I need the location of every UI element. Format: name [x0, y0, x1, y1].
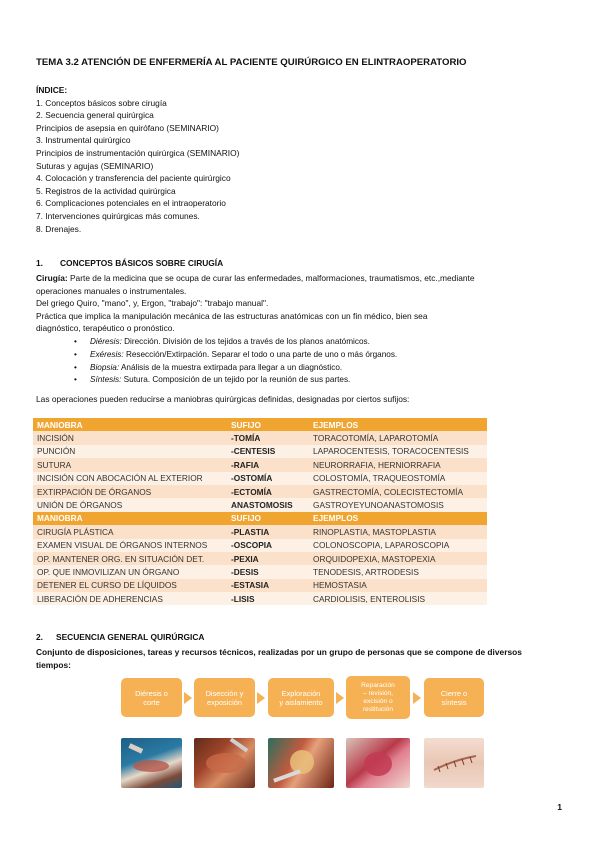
paragraph-text: tiempos:: [36, 660, 71, 670]
bullet-term: Biopsia:: [90, 362, 120, 372]
cell-maniobra: OP. MANTENER ORG. EN SITUACIÓN DET.: [33, 552, 227, 565]
page-number: 1: [557, 802, 562, 812]
column-header: MANIOBRA: [33, 418, 227, 431]
index-item: 6. Complicaciones potenciales en el intraoperatorio: [36, 198, 226, 209]
cell-ejemplos: TENODESIS, ARTRODESIS: [309, 565, 487, 578]
cell-ejemplos: GASTROYEYUNOANASTOMOSIS: [309, 498, 487, 511]
table-row: [33, 565, 487, 578]
cell-sufijo: -OSTOMÍA: [227, 472, 309, 485]
column-header: MANIOBRA: [33, 512, 227, 525]
flow-text: restitución: [362, 705, 394, 713]
flow-text: corte: [143, 697, 160, 707]
photo-incision-art: [121, 738, 182, 788]
paragraph-text: diagnóstico, terapéutico o pronóstico.: [36, 323, 175, 334]
cell-sufijo: ANASTOMOSIS: [227, 498, 309, 511]
cell-sufijo: -RAFIA: [227, 458, 309, 471]
cell-maniobra: OP. QUE INMOVILIZAN UN ÓRGANO: [33, 565, 227, 578]
table-row: [33, 525, 487, 538]
cell-sufijo: -CENTESIS: [227, 445, 309, 458]
cell-ejemplos: HEMOSTASIA: [309, 579, 487, 592]
paragraph-text: Parte de la medicina que se ocupa de curar las enfermedades, malformaciones, traumatismos, etc.,mediante: [67, 273, 475, 283]
section2-heading: SECUENCIA GENERAL QUIRÚRGICA: [56, 632, 205, 642]
list-item: [74, 374, 397, 387]
index-heading: ÍNDICE:: [36, 85, 68, 95]
index-block: [36, 84, 239, 235]
suffix-table: [33, 418, 487, 605]
cell-ejemplos: RINOPLASTIA, MASTOPLASTIA: [309, 525, 487, 538]
section2-number: 2.: [36, 632, 43, 642]
flow-text: – revisión,: [362, 689, 394, 697]
flow-text: síntesis: [441, 697, 467, 707]
bullet-term: Exéresis:: [90, 349, 124, 359]
paragraph-text: Práctica que implica la manipulación mecánica de las estructuras anatómicas con un fin médico, bien sea: [36, 310, 428, 321]
cell-sufijo: -PLASTIA: [227, 525, 309, 538]
table-row: [33, 579, 487, 592]
arrow-right-icon: [257, 692, 265, 704]
photo-incision: [121, 738, 182, 788]
cell-maniobra: PUNCIÓN: [33, 445, 227, 458]
cell-sufijo: -OSCOPIA: [227, 539, 309, 552]
flow-text: Reparación: [361, 681, 395, 689]
cell-maniobra: UNIÓN DE ÓRGANOS: [33, 498, 227, 511]
paragraph-text: Las operaciones pueden reducirse a maniobras quirúrgicas definidas, designadas por ciertos sufijos:: [36, 394, 410, 404]
term-cirugia: Cirugía:: [36, 273, 68, 283]
index-item: 7. Intervenciones quirúrgicas más comunes.: [36, 210, 200, 221]
paragraph-text: Del griego Quiro, "mano", y, Ergon, "trabajo": "trabajo manual".: [36, 298, 269, 309]
index-item: Principios de instrumentación quirúrgica (SEMINARIO): [36, 147, 240, 158]
document-title: TEMA 3.2 ATENCIÓN DE ENFERMERÍA AL PACIENTE QUIRÚRGICO EN ELINTRAOPERATORIO: [36, 57, 467, 68]
flow-step-diseccion: [194, 678, 255, 717]
list-item: [74, 336, 397, 349]
table-row: [33, 539, 487, 552]
section1-body: [36, 272, 566, 335]
section1-heading: CONCEPTOS BÁSICOS SOBRE CIRUGÍA: [60, 258, 224, 268]
cell-ejemplos: ORQUIDOPEXIA, MASTOPEXIA: [309, 552, 487, 565]
arrow-right-icon: [184, 692, 192, 704]
paragraph-text: operaciones manuales o instrumentales.: [36, 285, 187, 296]
bullet-term: Síntesis:: [90, 375, 122, 385]
cell-ejemplos: COLONOSCOPIA, LAPAROSCOPIA: [309, 539, 487, 552]
index-item: Principios de asepsia en quirófano (SEMINARIO): [36, 122, 219, 133]
cell-ejemplos: TORACOTOMÍA, LAPAROTOMÍA: [309, 431, 487, 444]
photo-reparacion: [346, 738, 410, 788]
flow-step-cierre: [424, 678, 484, 717]
cell-sufijo: -DESIS: [227, 565, 309, 578]
cell-maniobra: CIRUGÍA PLÁSTICA: [33, 525, 227, 538]
table-row: [33, 445, 487, 458]
cell-ejemplos: GASTRECTOMÍA, COLECISTECTOMÍA: [309, 485, 487, 498]
photo-exploracion-art: [268, 738, 334, 788]
table-header-row: [33, 512, 487, 525]
section1-number: 1.: [36, 258, 43, 268]
photo-cierre-art: [424, 738, 484, 788]
cell-sufijo: -TOMÍA: [227, 431, 309, 444]
table-header-row: [33, 418, 487, 431]
index-item: 4. Colocación y transferencia del paciente quirúrgico: [36, 173, 231, 184]
arrow-right-icon: [413, 692, 421, 704]
list-item: [74, 349, 397, 362]
bullet-text: Resección/Extirpación. Separar el todo o una parte de uno o más órganos.: [123, 349, 398, 359]
flow-step-dieresis: [121, 678, 182, 717]
table-row: [33, 472, 487, 485]
column-header: SUFIJO: [227, 418, 309, 431]
flow-text: Diéresis o: [135, 688, 168, 698]
cell-ejemplos: COLOSTOMÍA, TRAQUEOSTOMÍA: [309, 472, 487, 485]
cell-sufijo: -PEXIA: [227, 552, 309, 565]
photo-reparacion-art: [346, 738, 410, 788]
cell-maniobra: EXAMEN VISUAL DE ÓRGANOS INTERNOS: [33, 539, 227, 552]
photo-cierre: [424, 738, 484, 788]
table-row: [33, 431, 487, 444]
table-row: [33, 552, 487, 565]
bullet-text: Análisis de la muestra extirpada para llegar a un diagnóstico.: [119, 362, 343, 372]
arrow-right-icon: [336, 692, 344, 704]
photo-exploracion: [268, 738, 334, 788]
column-header: EJEMPLOS: [309, 512, 487, 525]
column-header: EJEMPLOS: [309, 418, 487, 431]
cell-maniobra: INCISIÓN: [33, 431, 227, 444]
bullet-term: Diéresis:: [90, 337, 122, 346]
index-item: 1. Conceptos básicos sobre cirugía: [36, 97, 167, 108]
paragraph-text: Conjunto de disposiciones, tareas y recursos técnicos, realizadas por un grupo de personas que se compone de diversos: [36, 647, 522, 657]
photo-diseccion: [194, 738, 255, 788]
cell-maniobra: LIBERACIÓN DE ADHERENCIAS: [33, 592, 227, 605]
table-row: [33, 592, 487, 605]
bullet-text: Dirección. División de los tejidos a través de los planos anatómicos.: [121, 337, 370, 346]
index-item: 3. Instrumental quirúrgico: [36, 135, 131, 146]
index-item: 8. Drenajes.: [36, 223, 82, 234]
table-row: [33, 458, 487, 471]
flow-text: Cierre o: [440, 688, 468, 698]
index-item: 2. Secuencia general quirúrgica: [36, 110, 154, 121]
bullet-list: [74, 336, 397, 387]
index-item: Suturas y agujas (SEMINARIO): [36, 160, 154, 171]
bullet-text: Sutura. Composición de un tejido por la reunión de sus partes.: [121, 375, 351, 385]
cell-ejemplos: NEURORRAFIA, HERNIORRAFIA: [309, 458, 487, 471]
cell-maniobra: EXTIRPACIÓN DE ÓRGANOS: [33, 485, 227, 498]
cell-ejemplos: LAPAROCENTESIS, TORACOCENTESIS: [309, 445, 487, 458]
table-row: [33, 485, 487, 498]
flow-text: Disección y: [205, 688, 244, 698]
flow-step-exploracion: [268, 678, 334, 717]
flow-text: Exploración: [281, 688, 321, 698]
cell-sufijo: -ECTOMÍA: [227, 485, 309, 498]
column-header: SUFIJO: [227, 512, 309, 525]
photo-diseccion-art: [194, 738, 255, 788]
cell-maniobra: DETENER EL CURSO DE LÍQUIDOS: [33, 579, 227, 592]
flow-text: excisión o: [363, 697, 393, 705]
cell-maniobra: SUTURA: [33, 458, 227, 471]
flow-text: exposición: [207, 697, 242, 707]
cell-sufijo: -LISIS: [227, 592, 309, 605]
flow-step-reparacion: [346, 676, 410, 719]
list-item: [74, 362, 397, 375]
cell-ejemplos: CARDIOLISIS, ENTEROLISIS: [309, 592, 487, 605]
cell-sufijo: -ESTASIA: [227, 579, 309, 592]
table-row: [33, 498, 487, 511]
cell-maniobra: INCISIÓN CON ABOCACIÓN AL EXTERIOR: [33, 472, 227, 485]
index-item: 5. Registros de la actividad quirúrgica: [36, 185, 176, 196]
flow-text: y aislamiento: [279, 697, 323, 707]
